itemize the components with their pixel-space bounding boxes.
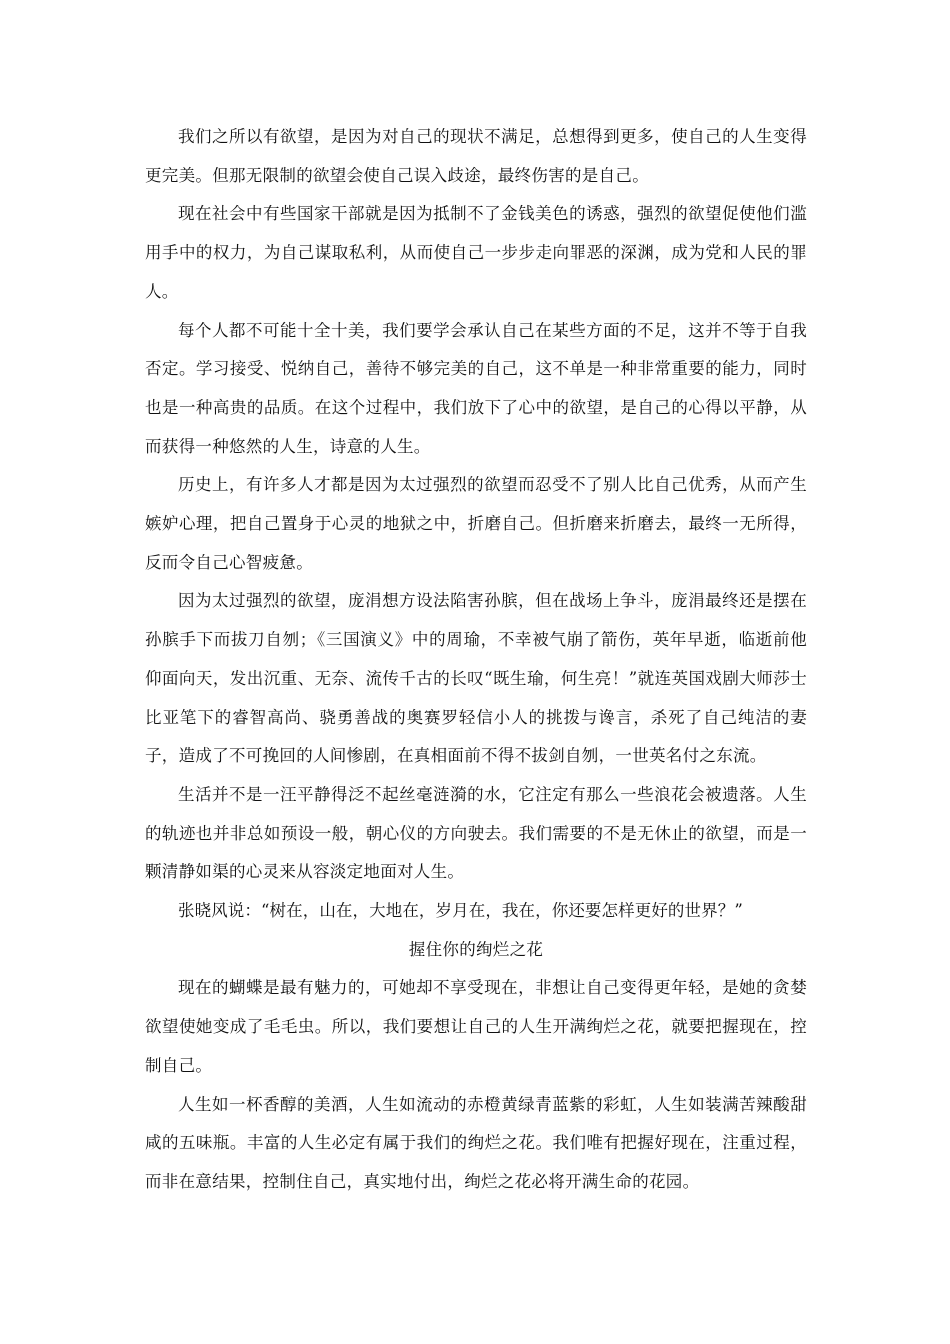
paragraph: 人生如一杯香醇的美酒，人生如流动的赤橙黄绿青蓝紫的彩虹，人生如装满苦辣酸甜咸的五味瓶。丰富的人生必定有属于我们的绚烂之花。我们唯有把握好现在，注重过程，而非在意结果，控制住自己，真实地付出，绚烂之花必将开满生命的花园。 bbox=[145, 1094, 807, 1191]
article-body bbox=[145, 118, 807, 1202]
paragraph: 我们之所以有欲望，是因为对自己的现状不满足，总想得到更多，使自己的人生变得更完美。但那无限制的欲望会使自己误入歧途，最终伤害的是自己。 bbox=[145, 127, 807, 185]
paragraph: 现在的蝴蝶是最有魅力的，可她却不享受现在，非想让自己变得更年轻，是她的贪婪欲望使她变成了毛毛虫。所以，我们要想让自己的人生开满绚烂之花，就要把握现在，控制自己。 bbox=[145, 978, 807, 1075]
paragraph: 生活并不是一汪平静得泛不起丝毫涟漪的水，它注定有那么一些浪花会被遗落。人生的轨迹也并非总如预设一般，朝心仪的方向驶去。我们需要的不是无休止的欲望，而是一颗清静如渠的心灵来从容淡定地面对人生。 bbox=[145, 784, 807, 882]
paragraph: 历史上，有许多人才都是因为太过强烈的欲望而忍受不了别人比自己优秀，从而产生嫉妒心理，把自己置身于心灵的地狱之中，折磨自己。但折磨来折磨去，最终一无所得，反而令自己心智疲惫。 bbox=[145, 475, 807, 572]
paragraph: 每个人都不可能十全十美，我们要学会承认自己在某些方面的不足，这并不等于自我否定。学习接受、悦纳自己，善待不够完美的自己，这不单是一种非常重要的能力，同时也是一种高贵的品质。在这个过程中，我们放下了心中的欲望，是自己的心得以平静，从而获得一种悠然的人生，诗意的人生。 bbox=[145, 320, 807, 456]
paragraph: 现在社会中有些国家干部就是因为抵制不了金钱美色的诱惑，强烈的欲望促使他们滥用手中的权力，为自己谋取私利，从而使自己一步步走向罪恶的深渊，成为党和人民的罪人。 bbox=[145, 204, 807, 301]
quote-paragraph: 张晓风说：“树在，山在，大地在，岁月在，我在，你还要怎样更好的世界？” bbox=[178, 901, 743, 921]
section-title: 握住你的绚烂之花 bbox=[408, 939, 544, 959]
paragraph: 因为太过强烈的欲望，庞涓想方设法陷害孙膑，但在战场上争斗，庞涓最终还是摆在孙膑手下而拔刀自刎；《三国演义》中的周瑜，不幸被气崩了箭伤，英年早逝，临逝前他仰面向天，发出沉重、无奈、流传千古的长叹“既生瑜，何生亮！”就连英国戏剧大师莎士比亚笔下的睿智高尚、骁勇善战的奥赛罗轻信小人的挑拨与谗言，杀死了自己纯洁的妻子，造成了不可挽回的人间惨剧，在真相面前不得不拔剑自刎，一世英名付之东流。 bbox=[145, 591, 807, 766]
